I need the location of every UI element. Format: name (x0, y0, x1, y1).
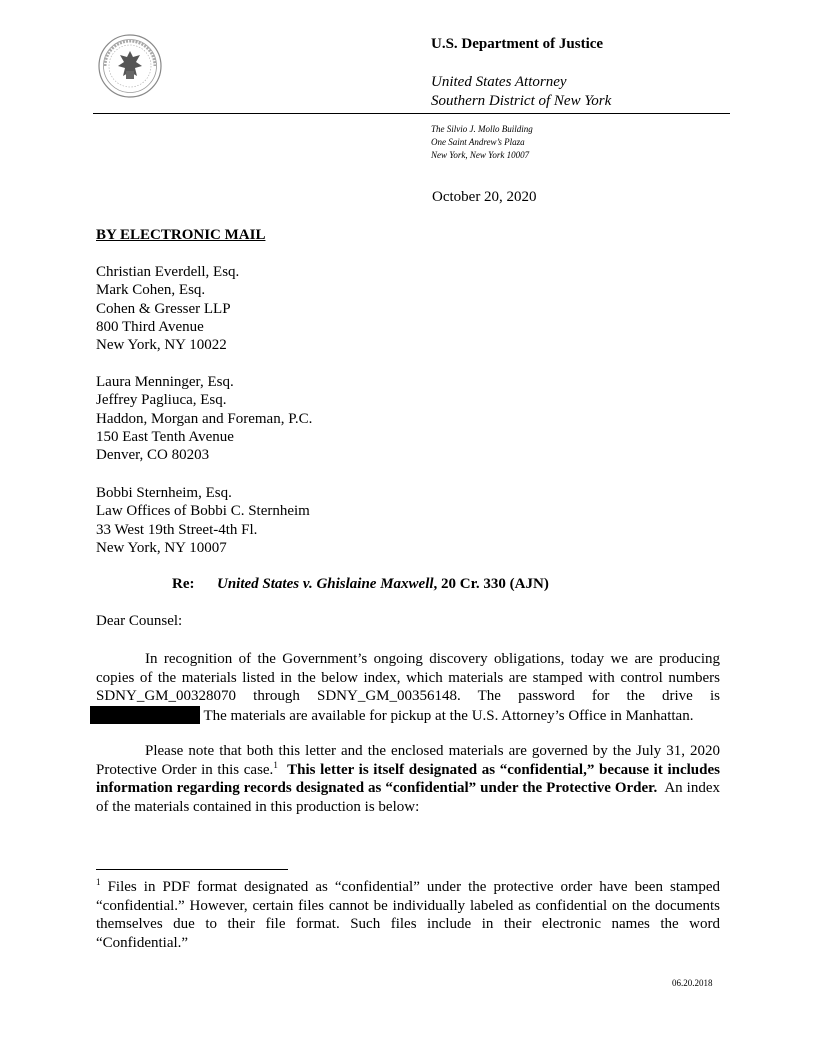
re-label: Re: (172, 576, 195, 592)
footnote-text: Files in PDF format designated as “confidential” under the protective order have been stamped “confidential.” However, certain files cannot be individually labeled as confidential on the documents themselves due to their file format. Such files include in their electronic names the word “Confidential.” (96, 879, 720, 951)
recipient-line: Christian Everdell, Esq. (96, 264, 240, 280)
form-code: 06.20.2018 (672, 978, 713, 988)
office-line-1: United States Attorney (431, 74, 567, 90)
recipient-line: New York, NY 10007 (96, 539, 227, 556)
recipient-block-1 (96, 263, 239, 354)
footnote-divider (96, 869, 288, 870)
paragraph-protective-order (96, 742, 720, 816)
recipient-line: New York, NY 10022 (96, 337, 227, 354)
recipient-line: 33 West 19th Street-4th Fl. (96, 521, 258, 538)
recipient-line: Cohen & Gresser LLP (96, 300, 231, 317)
recipient-block-2 (96, 373, 312, 464)
department-name: U.S. Department of Justice (431, 36, 604, 52)
recipient-line: Law Offices of Bobbi C. Sternheim (96, 503, 310, 520)
letter-date: October 20, 2020 (432, 189, 537, 205)
case-number: , 20 Cr. 330 (AJN) (433, 576, 549, 592)
case-title: United States v. Ghislaine Maxwell (217, 576, 434, 592)
address-line: New York, New York 10007 (431, 150, 530, 160)
recipient-line: Laura Menninger, Esq. (96, 374, 234, 390)
office-address (431, 123, 533, 162)
recipient-line: Jeffrey Pagliuca, Esq. (96, 392, 227, 409)
password-redaction (90, 706, 200, 724)
recipient-line: 800 Third Avenue (96, 318, 204, 335)
footnote-ref: 1 (273, 759, 278, 770)
paragraph-2-text: Please note that both this letter and the enclosed materials are governed by the July 31, 2020 Protective Order in this case. (96, 743, 720, 778)
re-line (172, 576, 549, 593)
office-title (431, 73, 611, 111)
paragraph-discovery (96, 650, 720, 725)
recipient-line: Mark Cohen, Esq. (96, 282, 206, 299)
footnote-number: 1 (96, 877, 101, 887)
address-line: One Saint Andrew’s Plaza (431, 137, 525, 147)
confidential-notice: This letter is itself designated as “confidential,” because it includes information regarding records designated as “confidential” under the Protective Order. (96, 761, 720, 796)
doj-seal (93, 33, 167, 99)
address-line: The Silvio J. Mollo Building (431, 124, 533, 134)
delivery-method: BY ELECTRONIC MAIL (96, 227, 266, 243)
paragraph-2-tail: An index of the materials contained in this production is below: (96, 780, 720, 815)
recipient-line: Denver, CO 80203 (96, 447, 210, 464)
letterhead-divider (93, 113, 730, 114)
recipient-line: Bobbi Sternheim, Esq. (96, 485, 232, 501)
salutation: Dear Counsel: (96, 613, 183, 629)
office-line-2: Southern District of New York (431, 93, 612, 109)
footnote (96, 878, 720, 952)
recipient-line: Haddon, Morgan and Foreman, P.C. (96, 410, 313, 427)
paragraph-1-text: In recognition of the Government’s ongoing discovery obligations, today we are producing copies of the materials listed in the below index, which materials are stamped with control numbers SDNY_GM_00328070 through SDNY_GM_00356148. The password for the drive is (96, 651, 720, 704)
paragraph-1-tail: The materials are available for pickup at the U.S. Attorney’s Office in Manhattan. (203, 707, 694, 724)
recipient-line: 150 East Tenth Avenue (96, 428, 234, 445)
recipient-block-3 (96, 484, 310, 557)
